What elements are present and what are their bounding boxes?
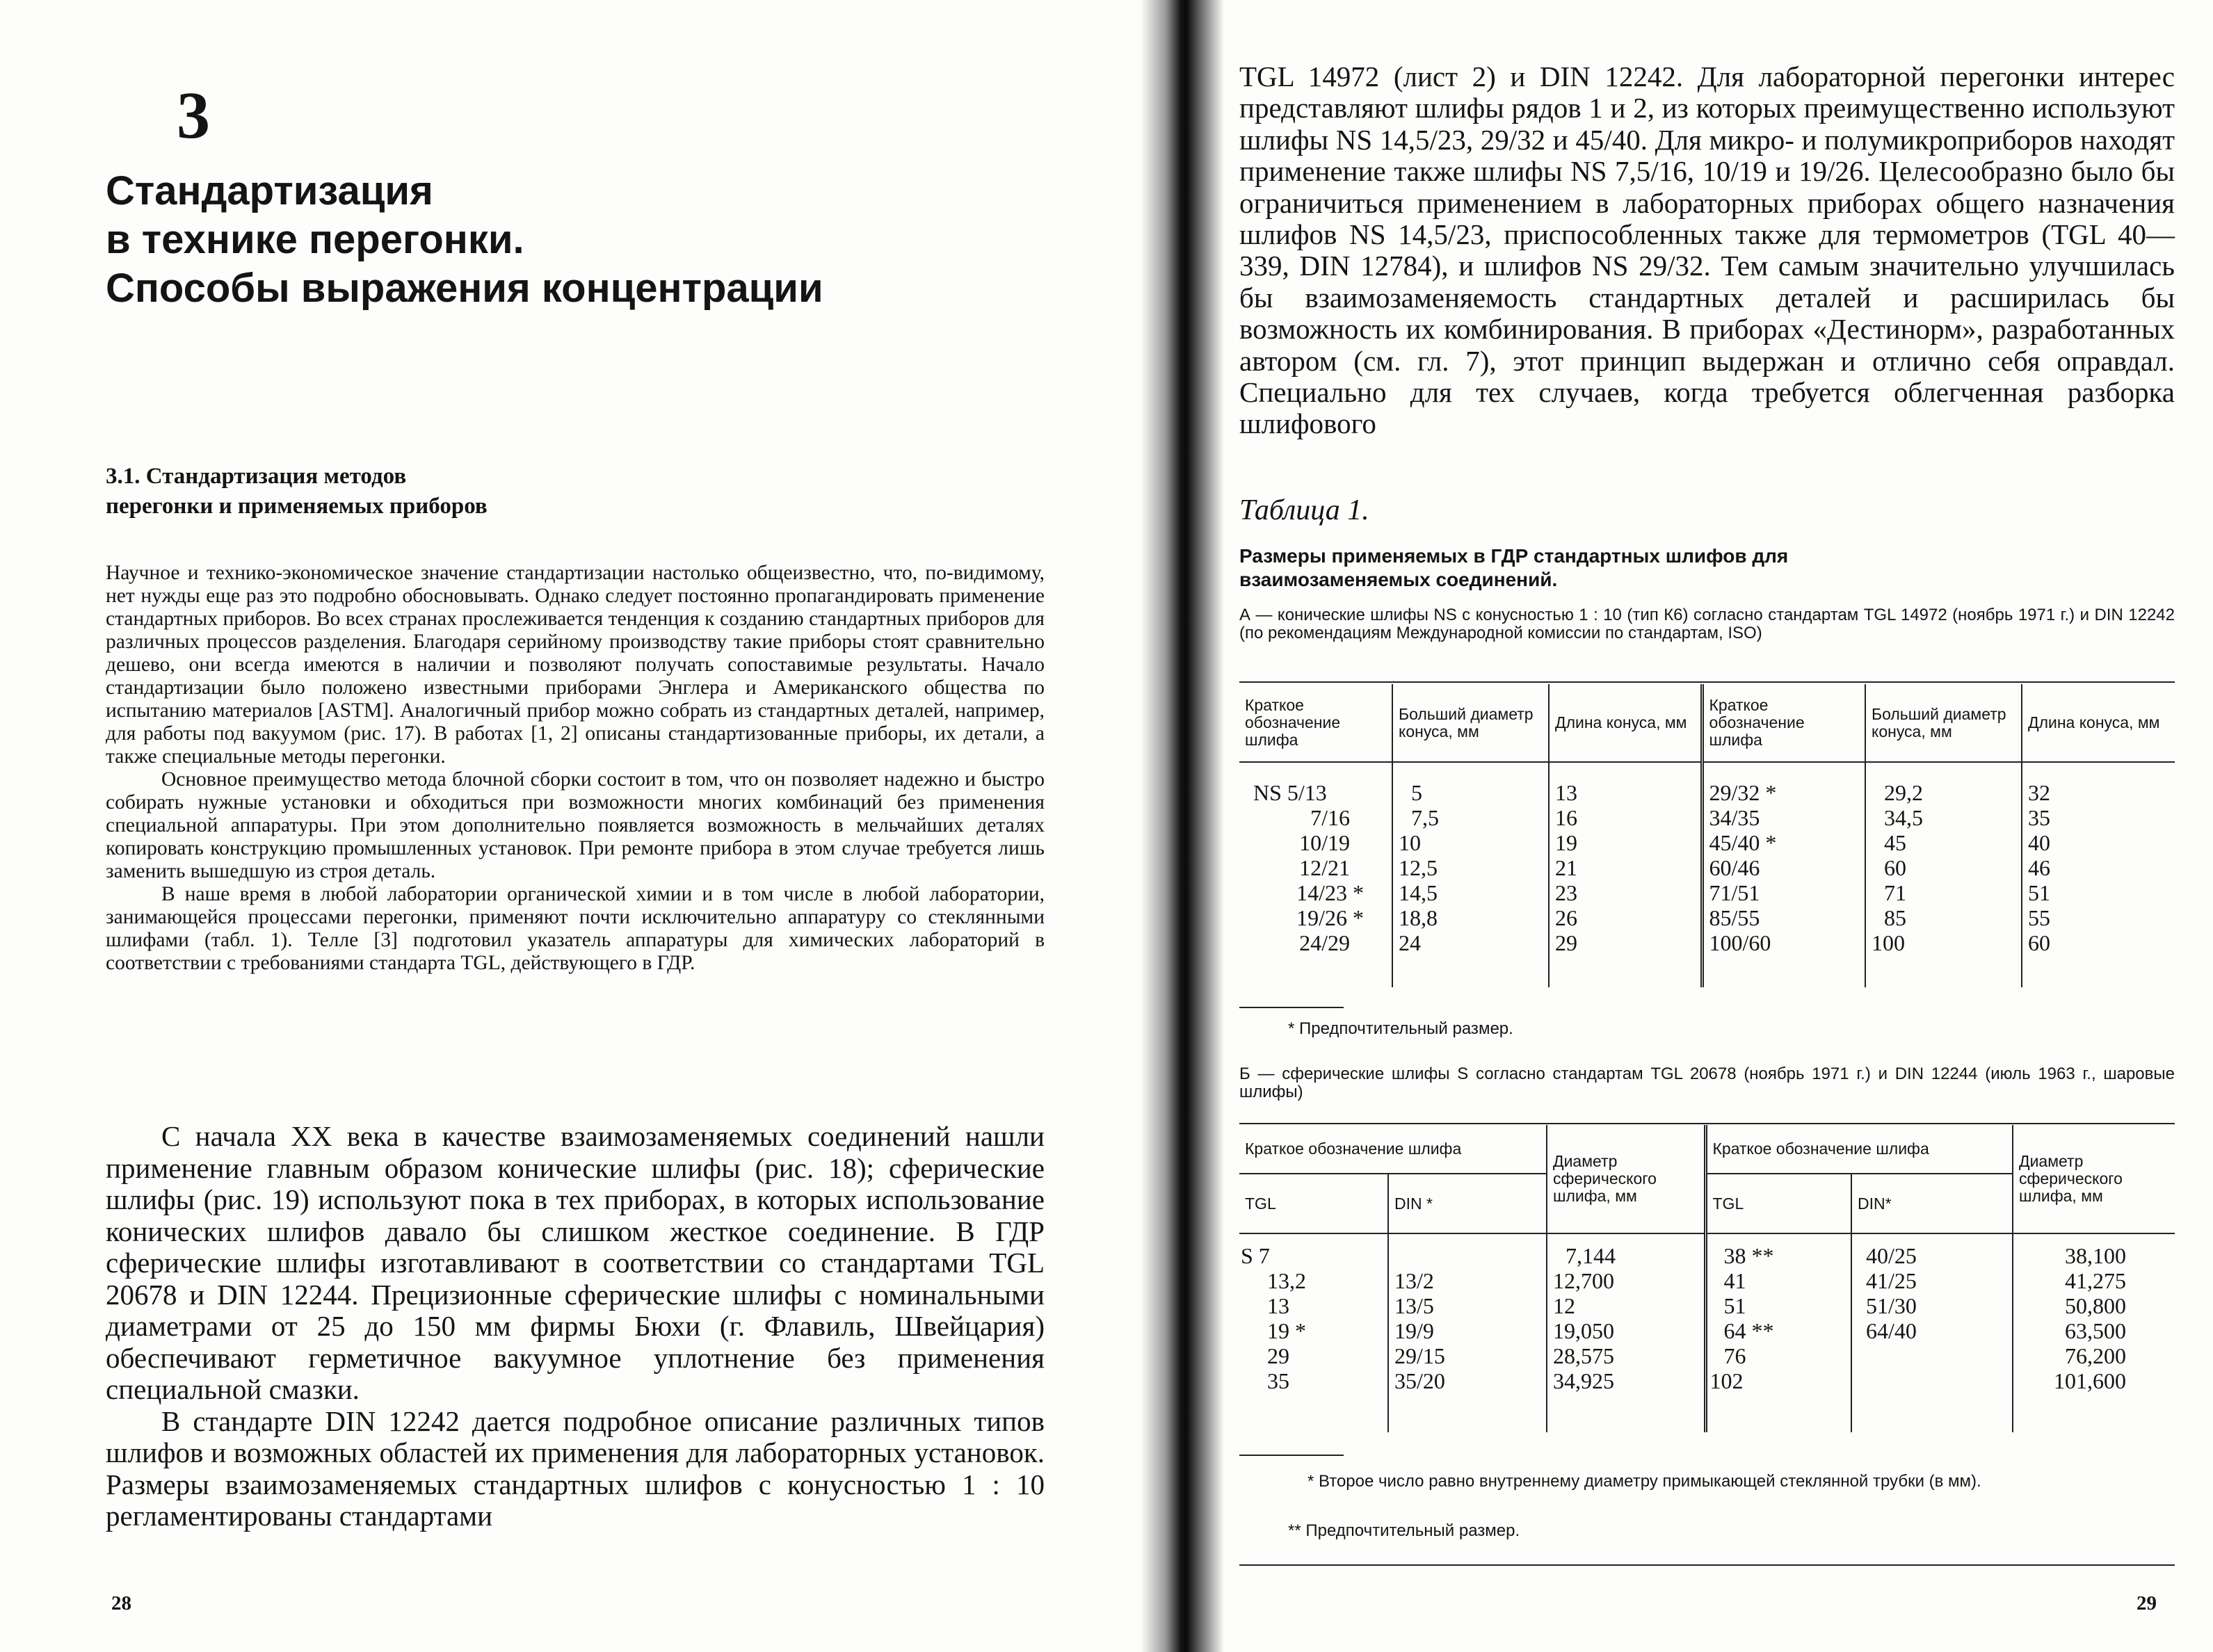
- paragraph: В стандарте DIN 12242 дается подробное описание различных типов шлифов и возможных областей их применения для лабораторных установок. Размеры взаимозаменяемых стандартных шлифов с конусностью 1 : 10 регламентированы стандартами: [106, 1404, 1045, 1532]
- table-caption: Таблица 1.: [1239, 494, 1369, 526]
- table-cell: 21: [1549, 855, 1702, 880]
- table-cell: 12/21: [1239, 855, 1392, 880]
- table-row: [1239, 905, 2175, 930]
- table-cell: 14,5: [1392, 880, 1549, 905]
- table-cell: 24: [1392, 930, 1549, 955]
- table-cell: 51/30: [1851, 1293, 2013, 1318]
- table-cell: [1851, 1368, 2013, 1393]
- table-row: [1239, 1293, 2175, 1318]
- chapter-title-line: в технике перегонки.: [106, 217, 524, 262]
- table-a-footnote: * Предпочтительный размер.: [1288, 1019, 1513, 1038]
- table-cell: NS 5/13: [1239, 780, 1392, 805]
- paragraph: С начала XX века в качестве взаимозаменяемых соединений нашли применение главным образом конические шлифы (рис. 18); сферические шлифы (рис. 19) используют пока в тех приборах, в которых использование конических шлифов давало бы слишком жесткое соединение. В ГДР сферические шлифы изготавливают в соответствии со стандартами TGL 20678 и DIN 12244. Прецизионные сферические шлифы с номинальными диаметрами от 25 до 150 мм фирмы Бюхи (г. Флавиль, Швейцария) обеспечивают герметичное вакуумное уплотнение без применения специальной смазки.: [106, 1120, 1045, 1405]
- table-row: [1239, 1368, 2175, 1393]
- table-cell: 18,8: [1392, 905, 1549, 930]
- table-cell: 13/2: [1388, 1268, 1547, 1293]
- section-title-line: перегонки и применяемых приборов: [106, 494, 488, 519]
- main-body-right: [1239, 61, 2175, 440]
- chapter-title-line: Стандартизация: [106, 168, 433, 213]
- table-cell: 29/32 *: [1702, 780, 1865, 805]
- table-cell: 34,5: [1865, 805, 2022, 830]
- main-body-left: [106, 1121, 1045, 1532]
- table-cell: 19/26 *: [1239, 905, 1392, 930]
- page-number-right: 29: [2136, 1592, 2157, 1614]
- table-cell: 60: [2028, 930, 2050, 955]
- table-cell: 100: [1865, 930, 2022, 955]
- table-row: [1239, 1318, 2175, 1343]
- table-row: [1239, 1268, 2175, 1293]
- table-cell: 12,700: [1547, 1268, 1705, 1293]
- table-cell: 7,144: [1547, 1243, 1705, 1268]
- table-cell: [1388, 1243, 1547, 1268]
- bottom-rule: [1239, 1564, 2175, 1566]
- table-a-top-rule: [1239, 681, 2175, 683]
- table-cell: 34/35: [1702, 805, 1865, 830]
- table-cell: 101,600: [2054, 1368, 2126, 1393]
- table-title: [1239, 544, 2178, 592]
- table-cell: 16: [1549, 805, 1702, 830]
- table-header-cell: Краткое обозначение шлифа: [1705, 1125, 2013, 1174]
- chapter-title: [106, 167, 823, 313]
- table-cell: 29: [1549, 930, 1702, 955]
- table-cell: 19: [1549, 830, 1702, 855]
- table-cell: 64 **: [1705, 1318, 1851, 1343]
- table-cell: 13: [1239, 1293, 1388, 1318]
- small-print-body: [106, 562, 1045, 975]
- table-title-line: Размеры применяемых в ГДР стандартных шлифов для: [1239, 545, 1789, 567]
- table-cell: 23: [1549, 880, 1702, 905]
- table-cell: 12: [1547, 1293, 1705, 1318]
- table-cell: 55: [2028, 905, 2050, 930]
- table-header-cell: Длина конуса, мм: [1549, 684, 1702, 762]
- table-header-cell: Больший диаметр конуса, мм: [1392, 684, 1549, 762]
- table-cell: S 7: [1239, 1243, 1388, 1268]
- table-cell: 13,2: [1239, 1268, 1388, 1293]
- book-spine: [1141, 0, 1224, 1652]
- table-cell: 24/29: [1239, 930, 1392, 955]
- chapter-title-line: Способы выражения концентрации: [106, 266, 823, 311]
- table-row: [1239, 880, 2175, 905]
- table-b-top-rule: [1239, 1123, 2175, 1124]
- table-cell: 5: [1392, 780, 1549, 805]
- footnote-rule: [1239, 1007, 1344, 1008]
- footnote-rule: [1239, 1455, 1344, 1456]
- table-cell: 102: [1705, 1368, 1851, 1393]
- table-title-line: взаимозаменяемых соединений.: [1239, 569, 1558, 590]
- table-cell: 51: [2028, 880, 2050, 905]
- table-cell: 63,500: [2065, 1318, 2126, 1343]
- table-cell: 38 **: [1705, 1243, 1851, 1268]
- table-cell: 7/16: [1239, 805, 1392, 830]
- table-cell: 40: [2028, 830, 2050, 855]
- table-cell: 29/15: [1388, 1343, 1547, 1368]
- table-cell: 10/19: [1239, 830, 1392, 855]
- table-cell: 35: [2028, 805, 2050, 830]
- table-cell: 35: [1239, 1368, 1388, 1393]
- table-cell: 19 *: [1239, 1318, 1388, 1343]
- table-row: [1239, 1243, 2175, 1268]
- table-cell: [1851, 1343, 2013, 1368]
- table-header-cell: DIN *: [1388, 1174, 1547, 1233]
- table-cell: 12,5: [1392, 855, 1549, 880]
- paragraph: В наше время в любой лаборатории органической химии и в том числе в любой лаборатории, занимающейся процессами перегонки, применяют почти исключительно аппаратуру со стеклянными шлифами (табл. 1). Телле [3] подготовил указатель аппаратуры для химических лабораторий в соответствии с требованиями стандарта TGL, действующего в ГДР.: [106, 883, 1045, 974]
- table-cell: 13/5: [1388, 1293, 1547, 1318]
- table-row: [1239, 855, 2175, 880]
- table-cell: 19,050: [1547, 1318, 1705, 1343]
- table-cell: 34,925: [1547, 1368, 1705, 1393]
- table-header-cell: Диаметр сферического шлифа, мм: [2019, 1152, 2123, 1205]
- chapter-number: 3: [177, 78, 210, 152]
- table-cell: 26: [1549, 905, 1702, 930]
- section-title: [106, 462, 488, 521]
- table-cell: 85/55: [1702, 905, 1865, 930]
- table-row: [1239, 930, 2175, 955]
- table-cell: 76: [1705, 1343, 1851, 1368]
- table-cell: 13: [1549, 780, 1702, 805]
- table-cell: 51: [1705, 1293, 1851, 1318]
- paragraph: Научное и технико-экономическое значение стандартизации настолько общеизвестно, что, по-видимому, нет нужды еще раз это подробно обосновывать. Однако следует постоянно пропагандировать применение стандартных приборов. Во всех странах прослеживается тенденция к созданию стандартных приборов для различных процессов разделения. Благодаря серийному производству такие приборы стоят сравнительно дешево, они всегда имеются в наличии и позволяют получать сопоставимые результаты. Начало стандартизации было положено известными приборами Энглера и Американского общества по испытанию материалов [ASTM]. Аналогичный прибор можно собрать из стандартных деталей, например, для работы под вакуумом (рис. 17). В работах [1, 2] описаны стандартизованные приборы, их детали, а также специальные методы перегонки.: [106, 562, 1045, 768]
- table-a-note: А — конические шлифы NS с конусностью 1 : 10 (тип К6) согласно стандартам TGL 14972 (ноябрь 1971 г.) и DIN 12242 (по рекомендациям Международной комиссии по стандартам, ISO): [1239, 606, 2175, 642]
- table-b-note: Б — сферические шлифы S согласно стандартам TGL 20678 (ноябрь 1971 г.) и DIN 12244 (июль 1963 г., шаровые шлифы): [1239, 1064, 2175, 1101]
- table-row: [1239, 805, 2175, 830]
- table-a: [1239, 684, 2175, 987]
- table-header-cell: TGL: [1705, 1174, 1851, 1233]
- paragraph: TGL 14972 (лист 2) и DIN 12242. Для лабораторной перегонки интерес представляют шлифы рядов 1 и 2, из которых преимущественно используют шлифы NS 14,5/23, 29/32 и 45/40. Для микро- и полумикроприборов находят применение также шлифы NS 7,5/16, 10/19 и 19/26. Целесообразно было бы ограничиться применением в лабораторных приборах общего назначения шлифов NS 14,5/23, приспособленных также для термометров (TGL 40—339, DIN 12784), и шлифов NS 29/32. Тем самым значительно улучшилась бы взаимозаменяемость стандартных деталей и расширилась бы возможность их комбинирования. В приборах «Дестинорм», разработанных автором (см. гл. 7), этот принцип выдержан и отлично себя оправдал. Специально для тех случаев, когда требуется облегченная разборка шлифового: [1239, 60, 2175, 440]
- table-cell: 7,5: [1392, 805, 1549, 830]
- table-cell: 71/51: [1702, 880, 1865, 905]
- table-cell: 85: [1865, 905, 2022, 930]
- table-cell: 41: [1705, 1268, 1851, 1293]
- table-header-cell: Краткое обозначение шлифа: [1239, 1125, 1547, 1174]
- table-header-cell: DIN*: [1851, 1174, 2013, 1233]
- table-header-cell: Больший диаметр конуса, мм: [1865, 684, 2022, 762]
- table-cell: 29,2: [1865, 780, 2022, 805]
- table-header-cell: Краткое обозначение шлифа: [1239, 684, 1392, 762]
- table-row: [1239, 1343, 2175, 1368]
- table-cell: 46: [2028, 855, 2050, 880]
- table-cell: 100/60: [1702, 930, 1865, 955]
- table-header-row: [1239, 1125, 2175, 1174]
- table-cell: 50,800: [2065, 1293, 2126, 1318]
- table-header-cell: Краткое обозначение шлифа: [1702, 684, 1865, 762]
- table-cell: 71: [1865, 880, 2022, 905]
- table-cell: 19/9: [1388, 1318, 1547, 1343]
- table-cell: 41/25: [1851, 1268, 2013, 1293]
- table-cell: 14/23 *: [1239, 880, 1392, 905]
- table-cell: 29: [1239, 1343, 1388, 1368]
- table-cell: 60/46: [1702, 855, 1865, 880]
- table-cell: 32: [2028, 780, 2050, 805]
- table-cell: 76,200: [2065, 1343, 2126, 1368]
- table-cell: 10: [1392, 830, 1549, 855]
- table-b: [1239, 1125, 2175, 1432]
- table-cell: 41,275: [2065, 1268, 2126, 1293]
- section-title-line: 3.1. Стандартизация методов: [106, 464, 407, 489]
- table-cell: 45/40 *: [1702, 830, 1865, 855]
- table-header-cell: TGL: [1239, 1174, 1388, 1233]
- table-cell: 35/20: [1388, 1368, 1547, 1393]
- table-cell: 38,100: [2065, 1243, 2126, 1268]
- table-header-cell: Диаметр сферического шлифа, мм: [1547, 1125, 1705, 1233]
- table-b-footnote-2: ** Предпочтительный размер.: [1288, 1521, 1520, 1540]
- paragraph: Основное преимущество метода блочной сборки состоит в том, что он позволяет надежно и быстро собирать нужные установки и обходиться при возможности многих комбинаций без применения специальной аппаратуры. При этом дополнительно появляется возможность в мельчайших деталях копировать конструкцию промышленных установок. При ремонте прибора в этом случае требуется лишь заменить вышедшую из строя деталь.: [106, 768, 1045, 882]
- table-cell: 40/25: [1851, 1243, 2013, 1268]
- table-b-footnote-1: * Второе число равно внутреннему диаметру примыкающей стеклянной трубки (в мм).: [1307, 1472, 1981, 1491]
- table-header-row: [1239, 684, 2175, 762]
- table-cell: 45: [1865, 830, 2022, 855]
- table-cell: 64/40: [1851, 1318, 2013, 1343]
- table-row: [1239, 780, 2175, 805]
- table-cell: 28,575: [1547, 1343, 1705, 1368]
- table-cell: 60: [1865, 855, 2022, 880]
- table-header-cell: Длина конуса, мм: [2028, 713, 2160, 731]
- page-number-left: 28: [111, 1592, 131, 1614]
- table-row: [1239, 830, 2175, 855]
